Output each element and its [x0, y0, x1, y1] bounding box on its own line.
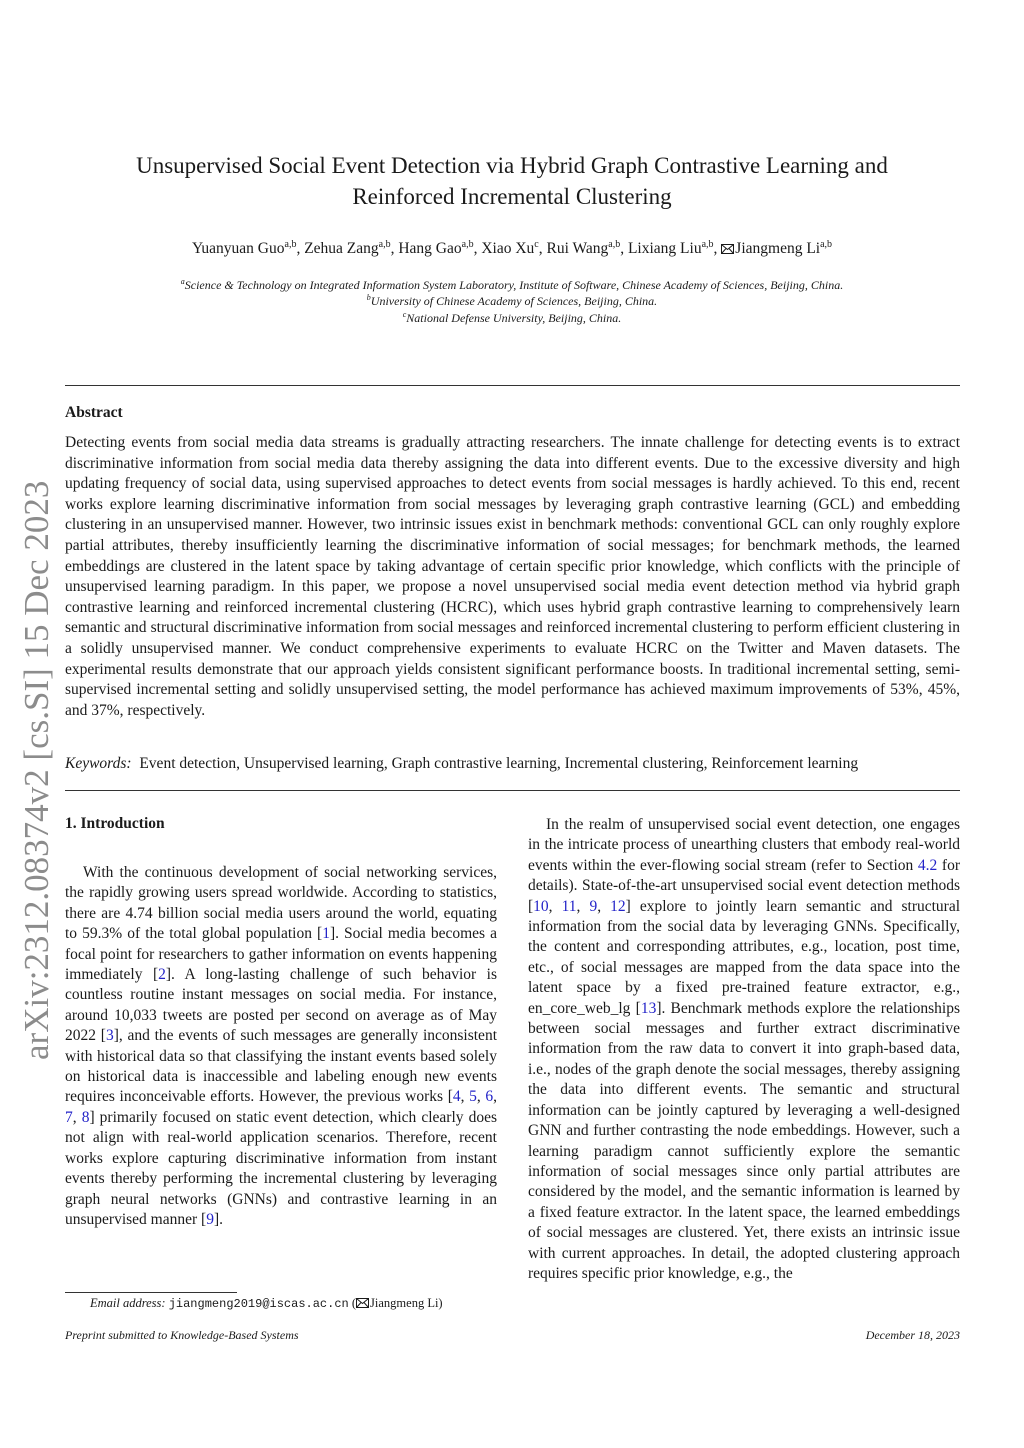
paragraph-text: , — [597, 897, 611, 915]
citation-link[interactable]: 10 — [533, 897, 549, 915]
section-heading: 1. Introduction — [65, 815, 165, 832]
author-5: Rui Wang$^{a,b}$ — [546, 239, 621, 258]
paragraph-text: ] primarily focused on static event detection, which clearly does not align with real-world application scenarios. Therefore, recent works explore capturing discriminative information from instant events thereby performing the incremental clustering by leveraging graph neural networks (GNNs) and contrastive learning in an unsupervised manner [ — [65, 1108, 498, 1228]
title-line-2: Reinforced Incremental Clustering — [352, 184, 672, 209]
citation-link[interactable]: 4.2 — [917, 856, 938, 874]
citation-link[interactable]: 1 — [322, 925, 330, 943]
citation-link[interactable]: 3 — [105, 1027, 114, 1045]
abstract-heading: Abstract — [65, 404, 123, 421]
citation-link[interactable]: 2 — [158, 966, 166, 984]
author-list: Yuanyuan Guo$^{a,b}$, Zehua Zang$^{a,b}$, Hang Gao$^{a,b}$, Xiao Xu$^c$, Rui Wang$^{a,b}$, Lixiang Liu$^{a,b}$, Jiangmeng Li$^{a,b}$ — [191, 239, 833, 258]
paragraph-text: ]. Benchmark methods explore the relationships between social messages and further extract discriminative information from the raw data to convert it into graph-based data, i.e., nodes of the graph denote the social messages, thereby assigning the data into different events. The semantic and structural information can be jointly captured by leveraging a well-designed GNN and further contrasting the node embeddings. However, such a learning paradigm cannot sufficiently explore the semantic information of social messages since only partial attributes are considered by the model, and the semantic information is learned by a fixed feature extractor. In the latent space, the learned embeddings of social messages are clustered. Yet, there exists an intrinsic issue with current approaches. In detail, the adopted clustering approach requires specific prior knowledge, e.g., the — [528, 999, 960, 1282]
citation-link[interactable]: 9 — [589, 897, 598, 915]
citation-link[interactable]: 12 — [610, 897, 626, 915]
footnote-label: Email address: — [90, 1296, 166, 1310]
intro-paragraph-2 — [528, 815, 960, 1284]
citation-link[interactable]: 13 — [640, 999, 657, 1017]
citation-link[interactable]: 6 — [485, 1088, 494, 1106]
citation-link[interactable]: 9 — [206, 1210, 214, 1228]
top-divider — [65, 385, 960, 386]
author-6: Lixiang Liu$^{a,b}$ — [627, 239, 714, 258]
keywords — [65, 755, 960, 773]
email-link[interactable]: jiangmeng2019@iscas.ac.cn — [168, 1297, 349, 1311]
footnote: Email address: jiangmeng2019@iscas.ac.cn ( Jiangmeng Li) — [90, 1296, 443, 1311]
author-4: Xiao Xu$^c$ — [481, 239, 539, 258]
affiliation-a: $^a$Science & Technology on Integrated Information System Laboratory, Institute of Software, Chinese Academy of Sciences, Beijing, China. — [180, 277, 844, 292]
citation-link[interactable]: 8 — [81, 1108, 90, 1126]
paragraph-text: In the realm of unsupervised social event detection, one engages in the intricate process of unearthing clusters that embody real-world events within the ever-flowing social stream (refer to Section — [528, 816, 960, 874]
intro-left-column — [65, 863, 497, 1230]
author-1: Yuanyuan Guo$^{a,b}$ — [191, 239, 297, 258]
keywords-list: Event detection, Unsupervised learning, Graph contrastive learning, Incremental clustering, Reinforcement learning — [139, 755, 859, 772]
paragraph-text: , — [576, 897, 590, 915]
footer-date: December 18, 2023 — [865, 1328, 960, 1342]
author-7: Jiangmeng Li$^{a,b}$ — [721, 240, 832, 257]
paragraph-text: ]. — [213, 1210, 223, 1228]
paragraph-text: ]. Social media becomes a focal point for researchers to gather information on events happening immediately [ — [65, 925, 497, 984]
affiliation-b: $^b$University of Chinese Academy of Sciences, Beijing, China. — [366, 293, 658, 308]
paragraph-text: ]. A long-lasting challenge of such behavior is countless routine instant messages on social media. For instance, around 10,033 tweets are posted per second on average as of May 2022 [ — [65, 966, 498, 1045]
keywords-divider — [65, 790, 960, 791]
paper-title — [80, 150, 944, 212]
arxiv-identifier: arXiv:2312.08374v2 [cs.SI] 15 Dec 2023 — [17, 480, 56, 1060]
author-3: Hang Gao$^{a,b}$ — [398, 239, 474, 258]
abstract-body: Detecting events from social media data streams is gradually attracting researchers. The innate challenge for detecting events is to extract discriminative information from social media data thereby assigning the data into different events. Due to the excessive diversity and high updating frequency of social data, using supervised approaches to detect events from social messages is hardly achieved. To this end, recent works explore learning discriminative information from social messages by leveraging graph contrastive learning (GCL) and embedding clustering in an unsupervised manner. However, two intrinsic issues exist in benchmark methods: conventional GCL can only roughly explore partial attributes, thereby insufficiently learning the discriminative information of social messages; for benchmark methods, the learned embeddings are clustered in the latent space by taking advantage of certain specific prior knowledge, which conflicts with the principle of unsupervised learning paradigm. In this paper, we propose a novel unsupervised social media event detection method via hybrid graph contrastive learning and reinforced incremental clustering (HCRC), which uses hybrid graph contrastive learning to comprehensively learn semantic and structural discriminative information from social messages and reinforced incremental clustering to perform efficient clustering in a solidly unsupervised manner. We conduct comprehensive experiments to evaluate HCRC on the Twitter and Maven datasets. The experimental results demonstrate that our approach yields consistent significant performance boosts. In traditional incremental setting, semi-supervised incremental setting and solidly unsupervised setting, the model performance has achieved maximum improvements of 53%, 45%, and 37%, respectively. — [65, 434, 960, 719]
paragraph-text: , — [460, 1088, 470, 1106]
citation-link[interactable]: 5 — [469, 1088, 477, 1106]
paragraph-text: , — [476, 1088, 486, 1106]
intro-paragraph-1 — [65, 863, 497, 1230]
paragraph-text: , — [493, 1088, 498, 1106]
paragraph-text: , — [548, 897, 562, 915]
affiliation-c: $^c$National Defense University, Beijing, China. — [402, 310, 622, 325]
paragraph-text: ], and the events of such messages are generally inconsistent with historical data so that classifying the instant events based solely on historical data is inaccessible and labeling enough new events requires inconceivable efforts. However, the previous works [ — [65, 1027, 497, 1106]
envelope-icon — [356, 1298, 369, 1308]
paragraph-text: for details). State-of-the-art unsupervised social event detection methods [ — [528, 856, 960, 915]
keywords-label: Keywords: — [65, 755, 132, 772]
citation-link[interactable]: 4 — [452, 1088, 461, 1106]
paragraph-text: , — [72, 1108, 82, 1126]
citation-link[interactable]: 7 — [65, 1108, 73, 1126]
citation-link[interactable]: 11 — [561, 897, 577, 915]
paragraph-text: ] explore to jointly learn semantic and structural information from the social data by leveraging GNNs. Specifically, the content and corresponding attributes, e.g., location, post time, etc., of social messages are mapped from the data space into the latent space by a fixed pre-trained feature extractor, e.g., en_core_web_lg [ — [528, 897, 961, 1017]
footer-venue: Preprint submitted to Knowledge-Based Systems — [65, 1328, 299, 1342]
envelope-icon — [721, 244, 734, 254]
paragraph-text: With the continuous development of social networking services, the rapidly growing users spread worldwide. According to statistics, there are 4.74 billion social media users around the world, equating to 59.3% of the total global population [ — [65, 864, 497, 943]
title-line-1: Unsupervised Social Event Detection via Hybrid Graph Contrastive Learning and — [136, 153, 888, 178]
footnote-name: Jiangmeng Li — [370, 1296, 439, 1310]
intro-right-column — [528, 815, 960, 1284]
author-2: Zehua Zang$^{a,b}$ — [304, 239, 391, 258]
footnote-divider — [65, 1292, 237, 1293]
